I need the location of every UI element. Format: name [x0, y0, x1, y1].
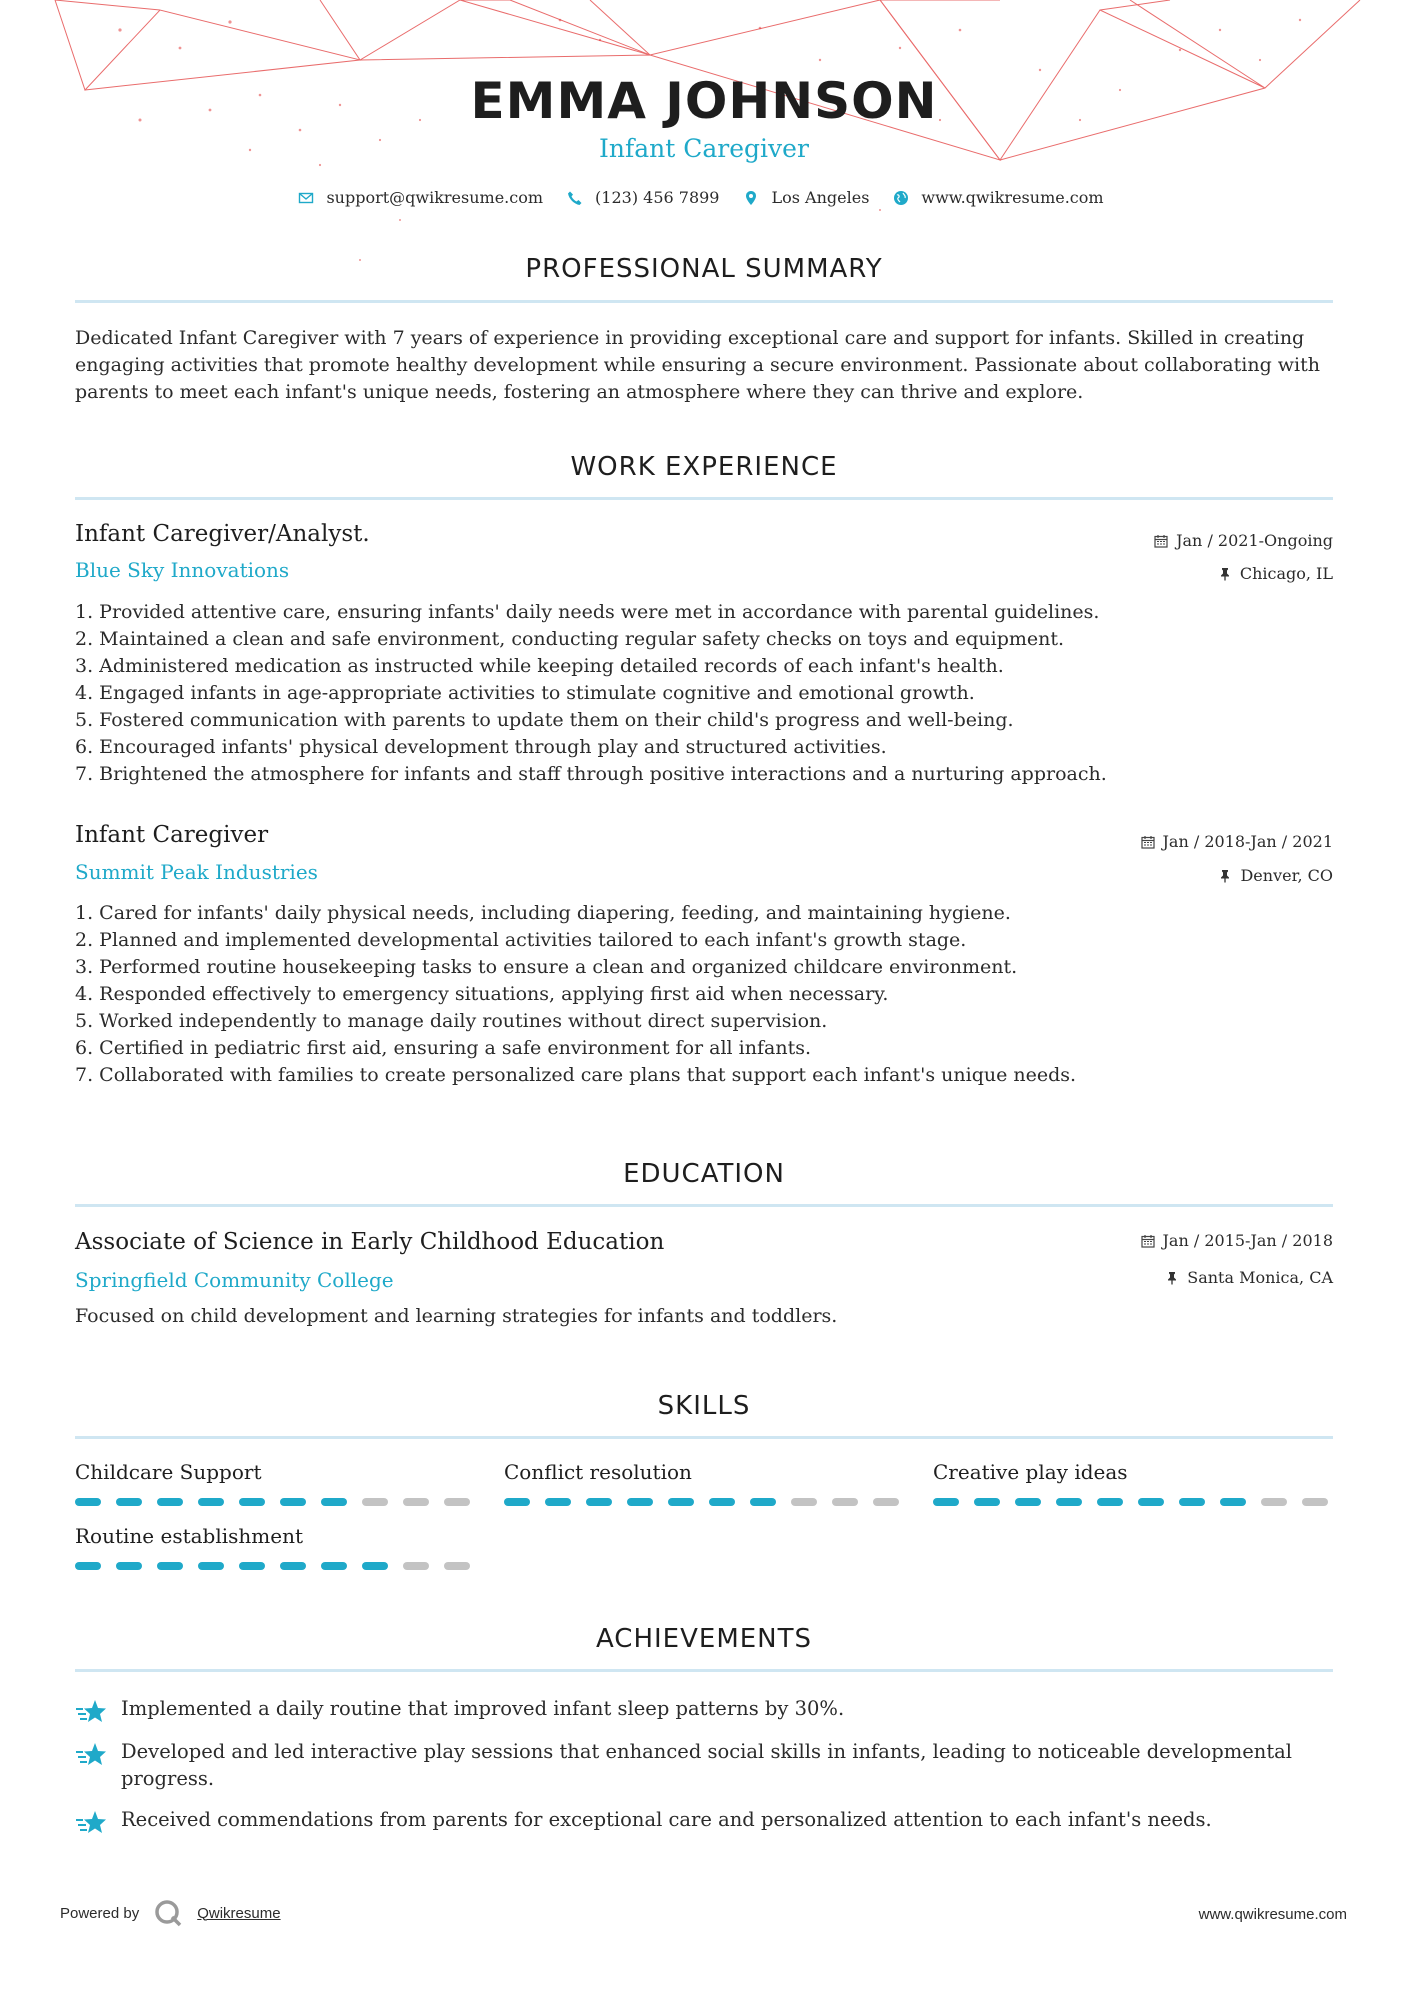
education-school: Springfield Community College: [75, 1268, 394, 1292]
skill-item: [504, 1460, 904, 1506]
skill-name: Conflict resolution: [504, 1460, 692, 1484]
education-degree: Associate of Science in Early Childhood Education: [75, 1229, 665, 1255]
job-title: Infant Caregiver/Analyst.: [75, 521, 370, 547]
phone-icon: [567, 190, 583, 206]
skill-level-filled: [157, 1562, 183, 1570]
skill-level-filled: [1097, 1498, 1123, 1506]
skill-level-filled: [198, 1562, 224, 1570]
job-duties-list: [75, 599, 1333, 788]
list-item: 7. Collaborated with families to create personalized care plans that support each infant's unique needs.: [75, 1064, 1077, 1086]
list-item: 3. Performed routine housekeeping tasks to ensure a clean and organized childcare environment.: [75, 956, 1018, 978]
skill-level-empty: [444, 1562, 470, 1570]
achievement-item: [75, 1695, 1333, 1727]
skill-level-empty: [444, 1498, 470, 1506]
skill-level-filled: [116, 1562, 142, 1570]
list-item: 6. Encouraged infants' physical development through play and structured activities.: [75, 736, 887, 758]
list-item: 2. Maintained a clean and safe environment, conducting regular safety checks on toys and equipment.: [75, 628, 1065, 650]
skill-level-filled: [280, 1498, 306, 1506]
education-description: Focused on child development and learning strategies for infants and toddlers.: [75, 1305, 838, 1327]
education-location-text: Santa Monica, CA: [1187, 1268, 1333, 1287]
achievement-item: [75, 1738, 1333, 1792]
job-duties-list: [75, 900, 1333, 1089]
skill-item: [933, 1460, 1333, 1506]
skill-level-filled: [321, 1498, 347, 1506]
skill-level-empty: [873, 1498, 899, 1506]
skill-level-filled: [321, 1562, 347, 1570]
skills-heading: SKILLS: [657, 1391, 751, 1421]
candidate-name: EMMA JOHNSON: [470, 72, 938, 130]
list-item: 1. Cared for infants' daily physical needs, including diapering, feeding, and maintaining hygiene.: [75, 902, 1011, 924]
summary-heading: PROFESSIONAL SUMMARY: [525, 254, 883, 284]
calendar-icon: [1141, 835, 1155, 849]
skill-level-filled: [75, 1562, 101, 1570]
skill-level-filled: [974, 1498, 1000, 1506]
list-item: 5. Worked independently to manage daily routines without direct supervision.: [75, 1010, 828, 1032]
contact-website-text: www.qwikresume.com: [921, 188, 1104, 207]
contact-phone[interactable]: [567, 188, 719, 207]
skill-level-filled: [504, 1498, 530, 1506]
calendar-icon: [1141, 1234, 1155, 1248]
star-icon: [75, 1808, 107, 1838]
skill-level-empty: [791, 1498, 817, 1506]
job-location-text: Chicago, IL: [1239, 564, 1333, 583]
contact-location-text: Los Angeles: [771, 188, 870, 207]
list-item: 7. Brightened the atmosphere for infants and staff through positive interactions and a nurturing approach.: [75, 763, 1107, 785]
skill-level-filled: [750, 1498, 776, 1506]
skill-level-bar: [75, 1562, 475, 1570]
list-item: 2. Planned and implemented developmental activities tailored to each infant's growth stage.: [75, 929, 967, 951]
skill-level-bar: [504, 1498, 904, 1506]
job-title: Infant Caregiver: [75, 822, 269, 848]
skill-level-filled: [75, 1498, 101, 1506]
education-dates: [1141, 1231, 1333, 1250]
skill-level-filled: [1179, 1498, 1205, 1506]
pin-icon: [1165, 1271, 1179, 1285]
job-location-text: Denver, CO: [1240, 866, 1333, 885]
list-item: 1. Provided attentive care, ensuring infants' daily needs were met in accordance with parental guidelines.: [75, 601, 1100, 623]
star-icon: [75, 1740, 107, 1770]
education-dates-text: Jan / 2015-Jan / 2018: [1162, 1231, 1333, 1250]
qwikresume-link[interactable]: Qwikresume: [197, 1904, 281, 1922]
list-item: 6. Certified in pediatric first aid, ensuring a safe environment for all infants.: [75, 1037, 811, 1059]
calendar-icon: [1154, 534, 1168, 548]
experience-heading: WORK EXPERIENCE: [570, 452, 838, 482]
contact-email-text: support@qwikresume.com: [326, 188, 544, 207]
skill-level-empty: [1261, 1498, 1287, 1506]
skill-level-empty: [832, 1498, 858, 1506]
skill-level-filled: [1138, 1498, 1164, 1506]
education-heading: EDUCATION: [623, 1159, 785, 1189]
contact-phone-text: (123) 456 7899: [595, 188, 720, 207]
footer-powered-by: [60, 1898, 281, 1928]
contact-website[interactable]: [893, 188, 1103, 207]
achievement-text: Received commendations from parents for exceptional care and personalized attention to each infant's needs.: [121, 1808, 1212, 1831]
achievements-divider: [75, 1669, 1333, 1672]
list-item: 5. Fostered communication with parents to update them on their child's progress and well-being.: [75, 709, 1014, 731]
skill-level-bar: [933, 1498, 1333, 1506]
skills-divider: [75, 1436, 1333, 1439]
skill-level-filled: [239, 1498, 265, 1506]
contact-email[interactable]: [298, 188, 543, 207]
pin-icon: [1218, 869, 1232, 883]
list-item: 4. Responded effectively to emergency situations, applying first aid when necessary.: [75, 983, 889, 1005]
footer-url[interactable]: www.qwikresume.com: [1198, 1906, 1347, 1923]
summary-divider: [75, 300, 1333, 303]
skill-level-filled: [362, 1562, 388, 1570]
list-item: 4. Engaged infants in age-appropriate activities to stimulate cognitive and emotional growth.: [75, 682, 975, 704]
qwikresume-logo-icon: [153, 1898, 183, 1928]
contact-bar: [75, 188, 1333, 207]
skill-level-filled: [668, 1498, 694, 1506]
skill-level-filled: [933, 1498, 959, 1506]
skill-level-filled: [239, 1562, 265, 1570]
skill-level-filled: [1015, 1498, 1041, 1506]
skill-name: Childcare Support: [75, 1460, 262, 1484]
job-dates-text: Jan / 2021-Ongoing: [1176, 531, 1333, 550]
achievement-text: Developed and led interactive play sessions that enhanced social skills in infants, leading to noticeable developmental progress.: [121, 1740, 1293, 1790]
map-marker-icon: [743, 190, 759, 206]
skill-level-filled: [586, 1498, 612, 1506]
skill-level-empty: [362, 1498, 388, 1506]
skill-level-filled: [157, 1498, 183, 1506]
achievement-item: [75, 1806, 1333, 1838]
skill-level-empty: [1302, 1498, 1328, 1506]
skill-level-filled: [1220, 1498, 1246, 1506]
education-location: [1165, 1268, 1333, 1287]
education-divider: [75, 1204, 1333, 1207]
skill-level-filled: [280, 1562, 306, 1570]
skill-item: [75, 1524, 475, 1570]
powered-by-label: Powered by: [60, 1904, 140, 1922]
job-location: [1218, 866, 1333, 885]
job-dates: [1154, 531, 1333, 550]
job-dates-text: Jan / 2018-Jan / 2021: [1162, 832, 1333, 851]
skill-level-filled: [627, 1498, 653, 1506]
skill-level-filled: [116, 1498, 142, 1506]
globe-icon: [893, 190, 909, 206]
skill-level-filled: [545, 1498, 571, 1506]
summary-text: Dedicated Infant Caregiver with 7 years of experience in providing exceptional care and support for infants. Skilled in creating engaging activities that promote healthy development while ensuring a secure environment. Passionate about collaborating with parents to meet each infant's unique needs, fostering an atmosphere where they can thrive and explore.: [75, 327, 1320, 403]
star-icon: [75, 1697, 107, 1727]
skill-level-filled: [198, 1498, 224, 1506]
job-location: [1218, 564, 1333, 583]
job-company: Blue Sky Innovations: [75, 558, 290, 582]
achievements-heading: ACHIEVEMENTS: [595, 1624, 813, 1654]
list-item: 3. Administered medication as instructed while keeping detailed records of each infant's health.: [75, 655, 1004, 677]
skill-level-filled: [709, 1498, 735, 1506]
skill-item: [75, 1460, 475, 1506]
skill-level-empty: [403, 1562, 429, 1570]
skill-level-empty: [403, 1498, 429, 1506]
skill-name: Creative play ideas: [933, 1460, 1128, 1484]
job-dates: [1141, 832, 1333, 851]
contact-location: [743, 188, 869, 207]
skill-name: Routine establishment: [75, 1524, 304, 1548]
candidate-role: Infant Caregiver: [599, 134, 809, 163]
achievement-text: Implemented a daily routine that improved infant sleep patterns by 30%.: [121, 1697, 845, 1720]
experience-divider: [75, 497, 1333, 500]
envelope-icon: [298, 190, 314, 206]
skill-level-bar: [75, 1498, 475, 1506]
skill-level-filled: [1056, 1498, 1082, 1506]
job-company: Summit Peak Industries: [75, 860, 318, 884]
pin-icon: [1218, 567, 1232, 581]
